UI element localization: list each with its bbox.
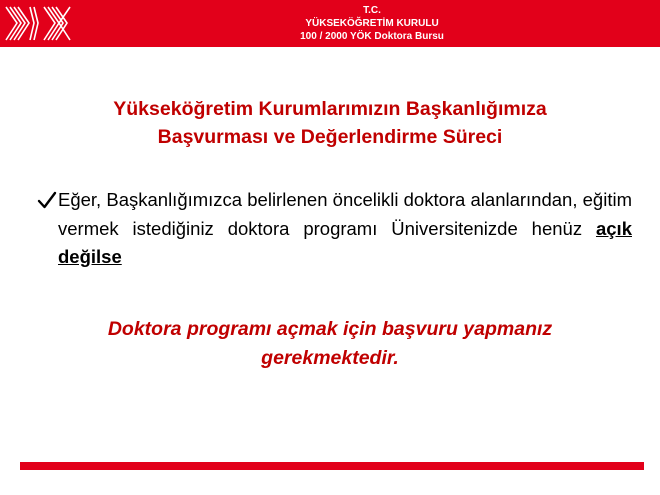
slide-title-line-2: Başvurması ve Değerlendirme Süreci bbox=[157, 126, 503, 148]
bullet-text-body: Eğer, Başkanlığımızca belirlenen öncelikli doktora alanlarından, eğitim vermek istediğiniz doktora programı Üniversitenizde henüz bbox=[58, 189, 632, 239]
bullet-item bbox=[36, 186, 632, 272]
bullet-emphasis: açık değilse bbox=[58, 217, 632, 267]
slide-title bbox=[40, 95, 620, 151]
header-line-institution: YÜKSEKÖĞRETİM KURULU bbox=[305, 18, 439, 29]
yok-logo-icon bbox=[0, 0, 84, 47]
call-to-action-line-1: Doktora programı açmak için başvuru yapmanız bbox=[107, 318, 553, 340]
header-line-program: 100 / 2000 YÖK Doktora Bursu bbox=[300, 31, 444, 42]
bullet-text bbox=[58, 186, 632, 272]
checkmark-icon bbox=[36, 189, 58, 211]
header-line-tc: T.C. bbox=[363, 5, 381, 16]
header-bar bbox=[0, 0, 660, 47]
header-text bbox=[84, 0, 660, 47]
call-to-action bbox=[40, 315, 620, 373]
call-to-action-line-2: gerekmektedir. bbox=[261, 347, 399, 369]
slide-title-line-1: Yükseköğretim Kurumlarımızın Başkanlığımıza bbox=[113, 98, 547, 120]
footer-rule bbox=[20, 462, 644, 470]
